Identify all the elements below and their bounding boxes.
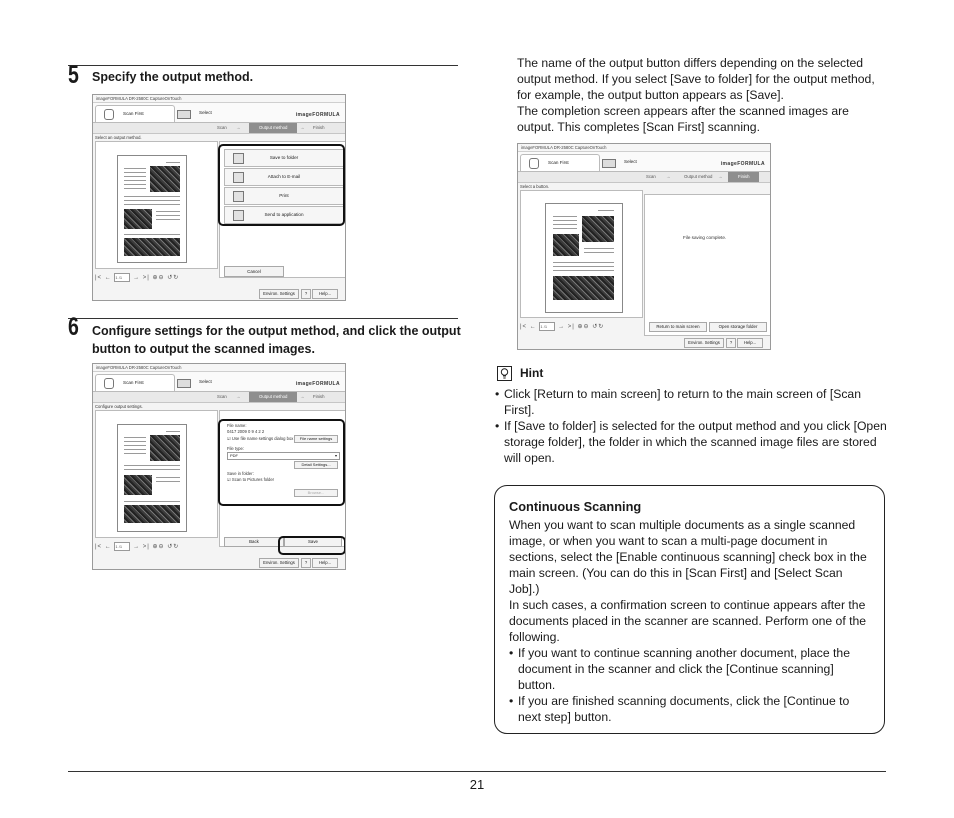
arrow-icon: → bbox=[300, 394, 305, 399]
mode-tabs: Scan First Select imageFORMULA bbox=[518, 152, 770, 172]
step5-top-rule bbox=[68, 65, 458, 66]
preview-pane bbox=[95, 410, 218, 538]
hand-icon bbox=[104, 378, 114, 389]
save-button[interactable]: Save bbox=[284, 537, 342, 547]
flow-output-method: Output method bbox=[249, 123, 297, 133]
scanner-icon bbox=[177, 110, 191, 119]
preview-nav-toolbar[interactable] bbox=[95, 273, 179, 284]
mode-tabs: Scan First Select imageFORMULA bbox=[93, 103, 345, 123]
arrow-icon: → bbox=[236, 394, 241, 399]
instruction: Select a button. bbox=[520, 184, 550, 189]
arrow-icon: → bbox=[718, 174, 723, 179]
brand-logo: imageFORMULA bbox=[295, 112, 340, 118]
zoom-in-icon[interactable]: ⊕ bbox=[152, 275, 159, 281]
detail-settings-button[interactable]: Detail Settings... bbox=[294, 461, 338, 469]
brand-logo: imageFORMULA bbox=[295, 381, 340, 387]
preview-nav-toolbar[interactable] bbox=[95, 542, 179, 553]
browse-button[interactable]: Browse... bbox=[294, 489, 338, 497]
instruction: Configure output settings. bbox=[95, 404, 143, 409]
screenshot-finish bbox=[517, 143, 771, 350]
tab-scan-first[interactable]: Scan First bbox=[95, 374, 175, 391]
page-number-field[interactable]: 1 /1 bbox=[114, 273, 130, 282]
file-name-value[interactable]: 0417 2009 0 9 4 2 2 bbox=[227, 429, 265, 434]
file-type-label: File type: bbox=[227, 446, 244, 451]
flow-output-method: Output method bbox=[249, 392, 297, 402]
help-question-icon[interactable]: ? bbox=[301, 558, 311, 568]
window-title: imageFORMULA DR-2580C CaptureOnTouch bbox=[93, 364, 345, 372]
brand-logo: imageFORMULA bbox=[720, 161, 765, 167]
zoom-in-icon[interactable]: ⊕ bbox=[577, 324, 584, 330]
rotate-right-icon[interactable]: ↻ bbox=[598, 324, 605, 330]
zoom-out-icon[interactable]: ⊖ bbox=[583, 324, 590, 330]
zoom-out-icon[interactable]: ⊖ bbox=[158, 275, 165, 281]
file-name-settings-button[interactable]: File name settings bbox=[294, 435, 338, 443]
back-button[interactable]: Back bbox=[224, 537, 284, 547]
prev-page-icon[interactable]: ← bbox=[529, 324, 537, 330]
complete-message: File saving complete. bbox=[683, 235, 727, 240]
help-button[interactable]: Help... bbox=[312, 558, 338, 568]
save-path-checkbox[interactable]: ☑ Scan to Pictures folder bbox=[227, 477, 275, 482]
cancel-button[interactable]: Cancel bbox=[224, 266, 284, 277]
last-page-icon[interactable]: >| bbox=[142, 544, 150, 550]
mode-tabs: Scan First Select imageFORMULA bbox=[93, 372, 345, 392]
rotate-left-icon[interactable]: ↺ bbox=[167, 275, 174, 281]
prev-page-icon[interactable]: ← bbox=[104, 275, 112, 281]
scanner-icon bbox=[177, 379, 191, 388]
list-item: • If [Save to folder] is selected for the output method and you click [Open storage folder], the folder in which the scanned image files are stored will open. bbox=[495, 419, 887, 465]
hand-icon bbox=[529, 158, 539, 169]
flow-output-method: Output method bbox=[684, 174, 713, 179]
screenshot-output-settings bbox=[92, 363, 346, 570]
step6-number: 6 bbox=[68, 313, 79, 341]
hint-list bbox=[495, 386, 889, 466]
flow-scan: Scan bbox=[646, 174, 656, 179]
lightbulb-icon bbox=[497, 366, 512, 381]
output-button-paragraph: The name of the output button differs depending on the selected output method. If you select [Save to folder] for the output method, for example, the output button appears as [Save]. bbox=[517, 56, 875, 102]
continuous-paragraph-2: In such cases, a confirmation screen to continue appears after the documents placed in the scanner are scanned. Perform one of the following. bbox=[509, 598, 867, 644]
help-question-icon[interactable]: ? bbox=[301, 289, 311, 299]
file-name-label: File name: bbox=[227, 423, 247, 428]
save-highlight-frame bbox=[278, 536, 346, 555]
step5-title: Specify the output method. bbox=[92, 70, 254, 84]
last-page-icon[interactable]: >| bbox=[567, 324, 575, 330]
next-page-icon[interactable]: → bbox=[133, 544, 141, 550]
settings-highlight-frame bbox=[218, 419, 345, 506]
screenshot-output-method bbox=[92, 94, 346, 301]
flow-scan: Scan bbox=[217, 394, 227, 399]
rotate-left-icon[interactable]: ↺ bbox=[167, 544, 174, 550]
window-title: imageFORMULA DR-2580C CaptureOnTouch bbox=[93, 95, 345, 103]
progress-flow bbox=[93, 123, 345, 134]
page-number-field[interactable]: 1 /1 bbox=[114, 542, 130, 551]
next-page-icon[interactable]: → bbox=[558, 324, 566, 330]
environ-settings-button[interactable]: Environ. Settings bbox=[259, 558, 299, 568]
environ-settings-button[interactable]: Environ. Settings bbox=[684, 338, 724, 348]
footer-rule bbox=[68, 771, 886, 772]
chevron-down-icon: ▾ bbox=[334, 453, 337, 458]
tab-scan-first[interactable]: Scan First bbox=[95, 105, 175, 122]
print-button[interactable]: Print bbox=[224, 187, 344, 205]
help-question-icon[interactable]: ? bbox=[726, 338, 736, 348]
tab-scan-first[interactable]: Scan First bbox=[520, 154, 600, 171]
first-page-icon[interactable]: |< bbox=[95, 544, 103, 550]
step5-number: 5 bbox=[68, 61, 79, 89]
hand-icon bbox=[104, 109, 114, 120]
rotate-left-icon[interactable]: ↺ bbox=[592, 324, 599, 330]
hint-title: Hint bbox=[520, 366, 544, 380]
page-number-field[interactable]: 1 /1 bbox=[539, 322, 555, 331]
use-dialog-checkbox[interactable]: ☑ Use file name settings dialog box bbox=[227, 436, 294, 441]
rotate-right-icon[interactable]: ↻ bbox=[173, 275, 180, 281]
environ-settings-button[interactable]: Environ. Settings bbox=[259, 289, 299, 299]
send-to-application-button[interactable]: Send to application bbox=[224, 206, 344, 224]
attach-to-email-button[interactable]: Attach to E-mail bbox=[224, 168, 344, 186]
open-storage-folder-button[interactable]: Open storage folder bbox=[709, 322, 767, 332]
step6-title: Configure settings for the output method, and click the output button to output the scanned images. bbox=[92, 324, 461, 356]
arrow-icon: → bbox=[666, 174, 671, 179]
preview-nav-toolbar[interactable] bbox=[520, 322, 604, 333]
right-intro-text bbox=[517, 55, 889, 135]
page-thumbnail bbox=[117, 424, 187, 532]
continuous-paragraph-1: When you want to scan multiple documents as a single scanned image, or when you want to scan a multi-page document in sections, select the [Enable continuous scanning] check box in the main screen. (You can do this in [Scan First] and [Select Scan Job].) bbox=[509, 518, 867, 596]
continuous-title: Continuous Scanning bbox=[509, 499, 642, 514]
next-page-icon[interactable]: → bbox=[133, 275, 141, 281]
file-type-select[interactable]: PDF ▾ bbox=[227, 452, 340, 460]
preview-pane bbox=[520, 190, 643, 318]
scanner-icon bbox=[602, 159, 616, 168]
zoom-out-icon[interactable]: ⊖ bbox=[158, 544, 165, 550]
flow-finish: Finish bbox=[313, 125, 325, 130]
highlight-frame bbox=[218, 144, 345, 226]
instruction: Select an output method. bbox=[95, 135, 142, 140]
first-page-icon[interactable]: |< bbox=[95, 275, 103, 281]
list-item: • If you want to continue scanning another document, place the document in the scanner and click the [Continue scanning] button. bbox=[509, 646, 850, 692]
step6-top-rule bbox=[68, 318, 458, 319]
list-item: • Click [Return to main screen] to return to the main screen of [Scan First]. bbox=[495, 387, 861, 417]
window-title: imageFORMULA DR-2580C CaptureOnTouch bbox=[518, 144, 770, 152]
progress-flow bbox=[518, 172, 770, 183]
continuous-scanning-box bbox=[494, 485, 885, 734]
last-page-icon[interactable]: >| bbox=[142, 275, 150, 281]
progress-flow bbox=[93, 392, 345, 403]
flow-finish: Finish bbox=[728, 172, 759, 182]
help-button[interactable]: Help... bbox=[312, 289, 338, 299]
page-number: 21 bbox=[469, 777, 485, 792]
arrow-icon: → bbox=[236, 125, 241, 130]
completion-paragraph: The completion screen appears after the scanned images are output. This completes [Scan First] scanning. bbox=[517, 104, 849, 134]
page-thumbnail bbox=[117, 155, 187, 263]
list-item: • If you are finished scanning documents, click the [Continue to next step] button. bbox=[509, 694, 850, 724]
flow-finish: Finish bbox=[313, 394, 325, 399]
return-main-screen-button[interactable]: Return to main screen bbox=[649, 322, 707, 332]
page-thumbnail bbox=[545, 203, 623, 313]
arrow-icon: → bbox=[300, 125, 305, 130]
save-in-folder-label: Save in folder: bbox=[227, 471, 254, 476]
preview-pane bbox=[95, 141, 218, 269]
first-page-icon[interactable]: |< bbox=[520, 324, 528, 330]
zoom-in-icon[interactable]: ⊕ bbox=[152, 544, 159, 550]
rotate-right-icon[interactable]: ↻ bbox=[173, 544, 180, 550]
finish-pane bbox=[644, 194, 771, 336]
help-button[interactable]: Help... bbox=[737, 338, 763, 348]
flow-scan: Scan bbox=[217, 125, 227, 130]
save-to-folder-button[interactable]: Save to folder bbox=[224, 149, 344, 167]
prev-page-icon[interactable]: ← bbox=[104, 544, 112, 550]
